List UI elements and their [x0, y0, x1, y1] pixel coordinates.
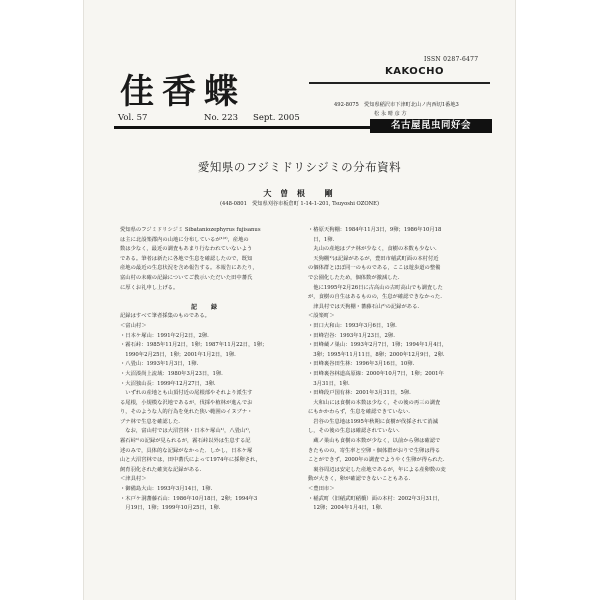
record-line: ・椿原天狗棚：1984年11月3日，9卵；1986年10月18 — [308, 227, 442, 233]
record-line: ・田峰裏谷田生林：1996年3月16日，10卵. — [308, 361, 415, 368]
record-line: 大和山には食樹の本数は少なく，その後の再三の調査 — [308, 399, 441, 406]
record-line: が，食樹の自生はあるものの，生息が確認できなかった. — [308, 294, 442, 301]
society-name-banner: 名古屋昆虫同好会 — [370, 119, 492, 133]
intro-line: に厚くお礼申し上げる。 — [120, 284, 179, 291]
record-line: 動が大きく，卵が確認できないこともある. — [308, 476, 411, 483]
record-line: きたものの，寄生率と空卵・個体群がおりで生卵は得る — [308, 447, 441, 454]
intro-line: 産地の最近の生息状況を含め報告する。本報告にあたり， — [120, 265, 258, 272]
issn-number: ISSN 0287-6477 — [424, 56, 479, 63]
article-title: 愛知県のフジミドリシジミの分布資料 — [197, 160, 402, 174]
record-line: ＜豊田市＞ — [308, 486, 335, 493]
record-line: 裏谷周辺は安定した産地であるが，年による産卵数の変 — [308, 466, 446, 473]
record-line: ・田峰裏谷林道高原線：2000年10月7日，1卵；2001年 — [308, 370, 444, 377]
record-line: ・木戸ケ洞蕃藤石山：1986年10月18日，2卵；1994年3 — [120, 495, 258, 502]
record-line: ・霧石峠：1985年11月2日，1卵；1987年11月22日，1卵； — [120, 342, 268, 349]
record-line: 天狗棚¹⁾は記録があるが，豊田市稲武町面の本村付近 — [308, 255, 439, 262]
record-line: で公園化したため，個体数が激減した. — [308, 274, 400, 281]
record-line: 日，1卵. — [308, 236, 335, 243]
record-line: ・稲武町（旧稲武町稲橋）面の本村：2002年3月31日， — [308, 495, 443, 502]
record-line: 山と大沼宮林では，田中蕃氏によって1974年に採卵され， — [120, 457, 261, 464]
journal-title: 佳香蝶 — [120, 72, 246, 112]
record-line: ・田峰岩谷：1993年1月23日，2卵. — [308, 332, 395, 339]
intro-line: である。筆者は新たに各地で生息を確認したので，既知 — [120, 255, 253, 262]
record-line: の個体群とほぼ同一のものである，ここは遊歩道の整備 — [308, 265, 441, 272]
author-name: 大 曽 根 剛 — [263, 189, 336, 198]
record-line: ＜設楽町＞ — [308, 313, 335, 320]
intro-line: は主に北設楽郡内の山地に分布しているが¹⁾²⁾，産地の — [120, 236, 249, 243]
journal-romaji-title: KAKOCHO — [385, 66, 444, 77]
record-line: り，そのような人的行為を免れた狭い範囲のイヌブナ・ — [120, 409, 253, 416]
record-line: 3月31日，1卵. — [308, 380, 350, 387]
record-line: し，その後の生息は確認されていない. — [308, 428, 400, 435]
record-line: ブナ林で生息を確認した. — [120, 418, 180, 425]
record-line: いずれの産地とも山頂付近の尾根部やそれより派生す — [120, 390, 253, 397]
date-label: Sept. 2005 — [253, 113, 300, 123]
intro-line: 愛知県のフジミドリシジミ Sibataniozephyrus fujisanus — [120, 227, 261, 233]
record-line: る尾根，小規模な沢地であるが，伐採や植林が進んでお — [120, 399, 253, 406]
record-line: 岩谷の生息地は1995年秋期に食樹が伐採されて消滅 — [308, 418, 439, 425]
record-line: にもかかわらず，生息を確認できていない. — [308, 409, 410, 416]
record-line: なお，富山村では大沼宮林・日本ケ塚山¹⁾，八畳山¹⁾， — [120, 428, 254, 435]
record-line: ・御備島大山：1993年3月14日，1卵. — [120, 486, 213, 493]
header-rule — [114, 126, 370, 129]
record-line: ・田口大和山：1993年3月6日，1卵. — [308, 322, 397, 329]
intro-line: 富山村の未確の記録についてご教示いただいた田中蕃氏 — [120, 274, 253, 281]
record-line: ・八畳山：1993年1月3日，1卵. — [120, 361, 199, 368]
record-line: ・日本ケ塚山：1991年2月2日，2卵. — [120, 332, 209, 339]
record-line: 霧石峠¹⁾の記録が見られるが，霧石峠以外は生息する記 — [120, 438, 251, 445]
author-address: (448-0801 愛知県刈谷市板倉町 1-14-1-201, Tsuyoshi OZONE) — [220, 201, 379, 207]
record-line: 蔵ノ巣山も食樹の本数が少なく，以前から卵は確認で — [308, 438, 441, 445]
record-line: 12卵；2004年1月4日，1卵. — [308, 505, 383, 512]
record-line: 記録はすべて筆者採集のものである。 — [120, 313, 210, 320]
record-line: ・田峰段戸国有林：2001年3月31日，5卵. — [308, 390, 411, 397]
record-line: ことができず，2000年の調査でようやく生卵が得られた. — [308, 457, 445, 464]
record-line: ＜津具村＞ — [120, 476, 147, 483]
number-label: No. 223 — [204, 113, 239, 123]
records-heading: 記 録 — [190, 303, 221, 311]
record-line: ＜富山村＞ — [120, 322, 147, 329]
record-line: 述のみで，具体的な記録がなかった．しかし，日本ケ塚 — [120, 447, 253, 454]
left-column — [120, 226, 292, 514]
record-line: 1990年2月25日，1卵；2001年1月2日，1卵. — [120, 351, 236, 358]
record-line: 津具村では天狗棚・蕃藤石山²⁾の記録がある. — [308, 303, 420, 310]
record-line: 丸山の産地はブナ林が少なく，食樹の本数も少ない. — [308, 246, 437, 253]
record-line: ・田峰蔵ノ巣山：1993年2月7日，1卵；1994年1月4日， — [308, 342, 448, 349]
record-line: 他に1995年2月26日に古高山の古町高山でも調査した — [308, 284, 443, 291]
journal-page — [84, 0, 515, 600]
record-line: 飼育羽化された確実な記録がある. — [120, 466, 202, 473]
record-line: ・大沼湊尚上流域：1980年3月23日，1卵. — [120, 370, 223, 377]
publisher-address: 492-8075 愛知県稲沢市下津町北山ノ内西切1番地3 — [334, 102, 459, 108]
record-line: ・大沼独山長：1999年12月27日，3卵. — [120, 380, 216, 387]
right-column — [308, 226, 494, 514]
intro-line: 数は少なく，最近の調査もあまり行なわれていないよう — [120, 246, 253, 253]
masthead-rule — [309, 82, 490, 84]
volume-label: Vol. 57 — [118, 113, 148, 123]
record-line: 月19日，1卵；1999年10月25日，1卵. — [120, 505, 221, 512]
publisher-name: 松 永 晴 彦 方 — [374, 111, 407, 117]
record-line: 3卵；1995年11月11日，8卵；2000年12月9日，2卵. — [308, 351, 445, 358]
